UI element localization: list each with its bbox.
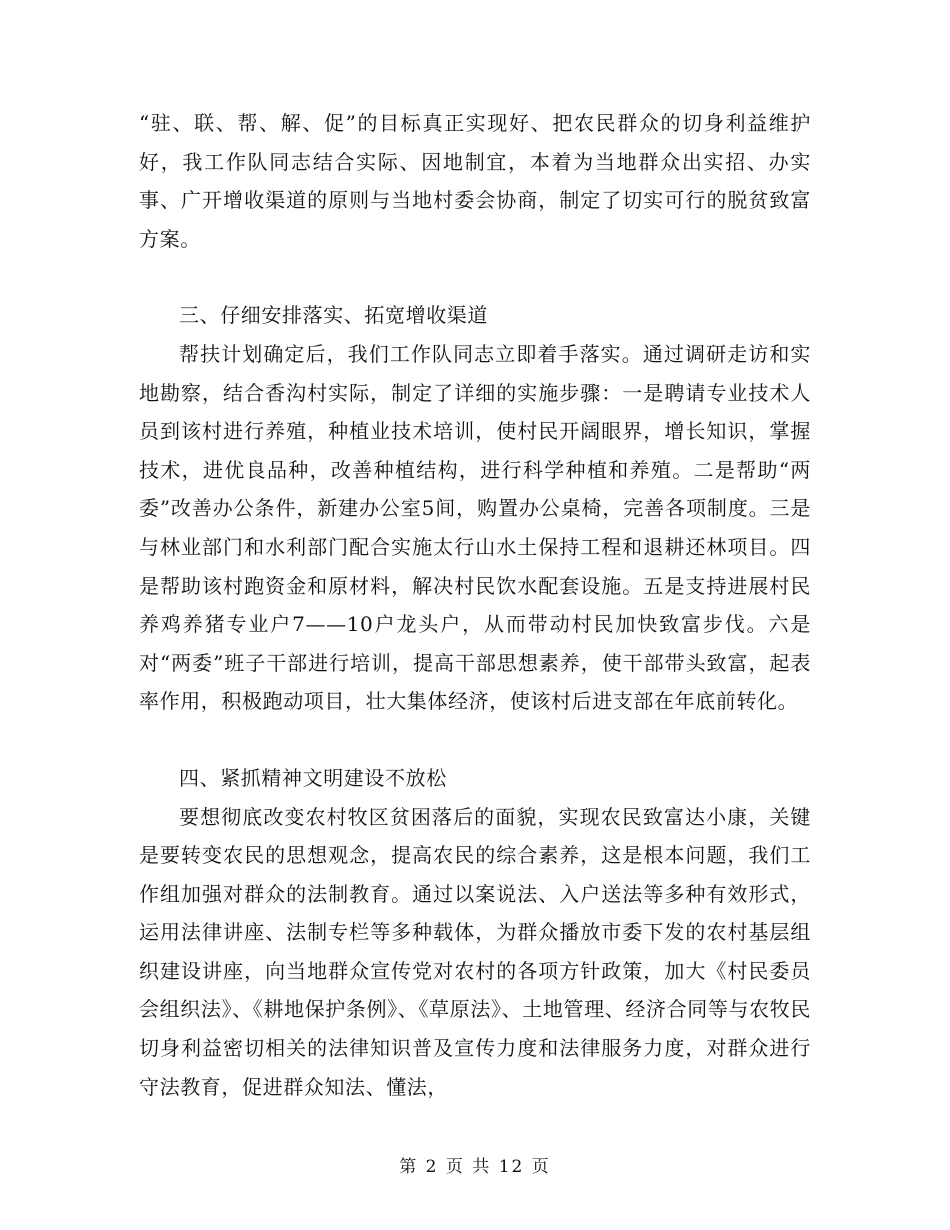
paragraph-section-3: 帮扶计划确定后，我们工作队同志立即着手落实。通过调研走访和实地勘察，结合香沟村实际，制定了详细的实施步骤：一是聘请专业技术人员到该村进行养殖，种植业技术培训，使村民开阔眼界，增长知识，掌握技术，进优良品种，改善种植结构，进行科学种植和养殖。二是帮助“两委”改善办公条件，新建办公室5间，购置办公桌椅，完善各项制度。三是与林业部门和水利部门配合实施太行山水土保持工程和退耕还林项目。四是帮助该村跑资金和原材料，解决村民饮水配套设施。五是支持进展村民养鸡养猪专业户7——10户龙头户，从而带动村民加快致富步伐。六是对“两委”班子干部进行培训，提高干部思想素养，使干部带头致富，起表率作用，积极跑动项目，壮大集体经济，使该村后进支部在年底前转化。 [139, 341, 811, 714]
paragraph-continuation: “驻、联、帮、解、促”的目标真正实现好、把农民群众的切身利益维护好，我工作队同志结合实际、因地制宜，本着为当地群众出实招、办实事、广开增收渠道的原则与当地村委会协商，制定了切实可行的脱贫致富方案。 [139, 111, 811, 251]
paragraph-gap [139, 258, 811, 296]
paragraph-section-4: 要想彻底改变农村牧区贫困落后的面貌，实现农民致富达小康，关键是要转变农民的思想观念，提高农民的综合素养，这是根本问题，我们工作组加强对群众的法制教育。通过以案说法、入户送法等多种有效形式，运用法律讲座、法制专栏等多种载体，为群众播放市委下发的农村基层组织建设讲座，向当地群众宣传党对农村的各项方针政策，加大《村民委员会组织法》、《耕地保护条例》、《草原法》、土地管理、经济合同等与农牧民切身利益密切相关的法律知识普及宣传力度和法律服务力度，对群众进行守法教育，促进群众知法、懂法， [139, 804, 811, 1099]
section-heading-3: 三、仔细安排落实、拓宽增收渠道 [179, 303, 488, 328]
document-body [139, 104, 811, 1106]
section-heading-4: 四、紧抓精神文明建设不放松 [179, 765, 447, 790]
page-footer: 第 2 页 共 12 页 [399, 1157, 551, 1177]
paragraph-gap [139, 721, 811, 759]
